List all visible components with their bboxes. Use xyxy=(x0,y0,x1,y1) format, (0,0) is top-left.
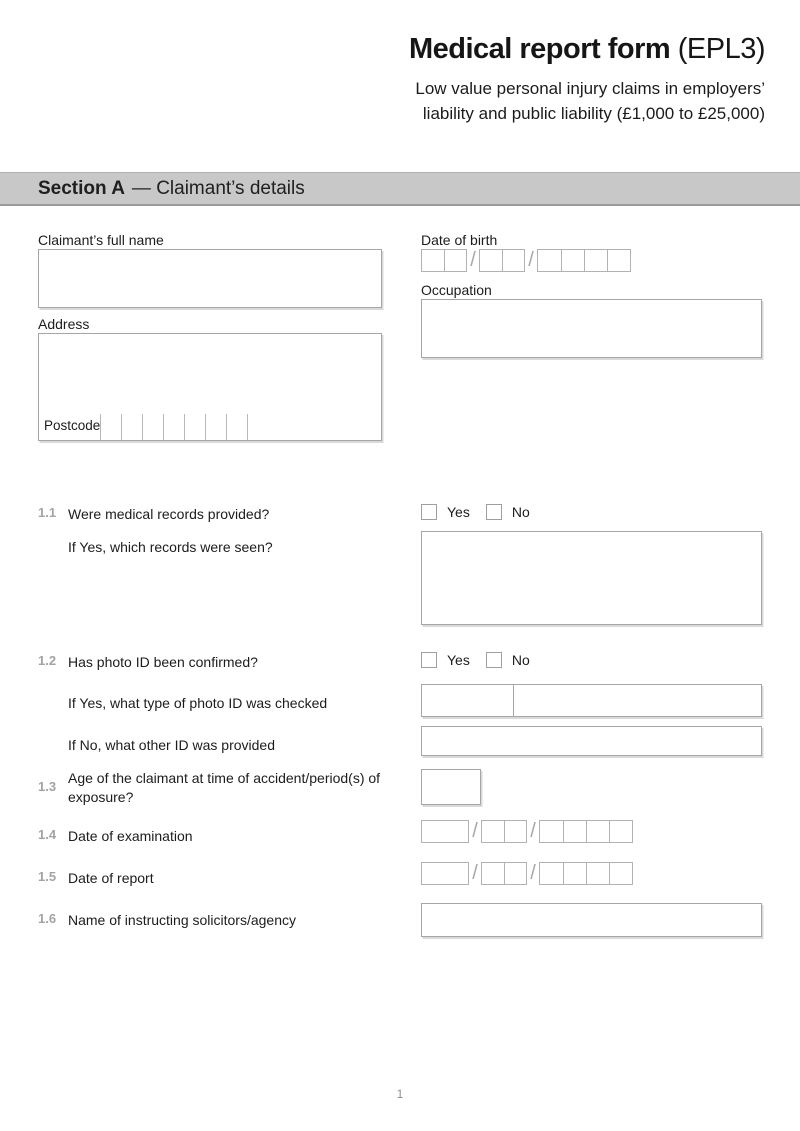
page-number: 1 xyxy=(396,1087,404,1101)
occupation-input[interactable] xyxy=(421,299,762,358)
section-a-header-bar xyxy=(0,172,800,206)
date-slash: / xyxy=(470,249,476,271)
q11-question: Were medical records provided? xyxy=(68,506,270,522)
date-slash: / xyxy=(472,820,478,842)
report-date-input-group[interactable] xyxy=(421,862,633,885)
form-header xyxy=(409,33,765,126)
q12-question: Has photo ID been confirmed? xyxy=(68,654,258,670)
date-slash: / xyxy=(530,820,536,842)
q12-other-id-input[interactable] xyxy=(421,726,762,756)
q12-photo-id-type-input[interactable] xyxy=(421,684,762,717)
date-slash: / xyxy=(530,862,536,884)
q13-question: Age of the claimant at time of accident/period(s) of exposure? xyxy=(68,770,381,805)
exam-year-box[interactable] xyxy=(539,820,633,843)
q12-yes-checkbox[interactable] xyxy=(421,652,437,668)
date-slash: / xyxy=(472,862,478,884)
address-label: Address xyxy=(38,316,90,332)
q15-number: 1.5 xyxy=(38,869,57,884)
postcode-input[interactable] xyxy=(100,414,268,440)
exam-day-box[interactable] xyxy=(421,820,469,843)
q13-age-input[interactable] xyxy=(421,769,481,805)
claimant-name-input[interactable] xyxy=(38,249,382,308)
exam-month-box[interactable] xyxy=(481,820,527,843)
q11-no-label: No xyxy=(511,503,530,520)
q16-question: Name of instructing solicitors/agency xyxy=(68,912,296,928)
address-input[interactable] xyxy=(38,333,382,441)
q11-number: 1.1 xyxy=(38,505,57,520)
q12-yes-label: Yes xyxy=(447,651,470,668)
report-day-box[interactable] xyxy=(421,862,469,885)
form-title-code: (EPL3) xyxy=(677,33,765,65)
form-subtitle xyxy=(409,76,765,126)
dob-year-box[interactable] xyxy=(537,249,631,272)
occupation-label: Occupation xyxy=(421,282,492,298)
section-a-label: Section A xyxy=(38,178,125,199)
q13-number: 1.3 xyxy=(38,779,57,794)
q11-yes-no-row xyxy=(421,503,530,520)
q12-sub-no-question: If No, what other ID was provided xyxy=(68,737,275,753)
q15-question: Date of report xyxy=(68,870,154,886)
q14-number: 1.4 xyxy=(38,827,57,842)
postcode-label: Postcode xyxy=(44,418,101,433)
dob-day-box[interactable] xyxy=(421,249,467,272)
form-subtitle-line1: Low value personal injury claims in employers’ xyxy=(415,79,765,98)
section-a-title: — Claimant’s details xyxy=(131,178,305,199)
photo-id-box-divider xyxy=(513,685,514,716)
form-title xyxy=(409,33,765,66)
report-year-box[interactable] xyxy=(539,862,633,885)
q16-number: 1.6 xyxy=(38,911,57,926)
q11-no-checkbox[interactable] xyxy=(486,504,502,520)
examination-date-input-group[interactable] xyxy=(421,820,633,843)
q12-number: 1.2 xyxy=(38,653,57,668)
dob-input-group[interactable] xyxy=(421,249,631,272)
dob-month-box[interactable] xyxy=(479,249,525,272)
q11-records-seen-input[interactable] xyxy=(421,531,762,625)
q14-question: Date of examination xyxy=(68,828,193,844)
q12-yes-no-row xyxy=(421,651,530,668)
form-title-main: Medical report form xyxy=(408,33,671,65)
form-subtitle-line2: liability and public liability (£1,000 to £25,000) xyxy=(422,104,765,123)
q11-sub-question: If Yes, which records were seen? xyxy=(68,539,273,555)
dob-label: Date of birth xyxy=(421,232,498,248)
q12-no-label: No xyxy=(511,651,530,668)
q12-no-checkbox[interactable] xyxy=(486,652,502,668)
report-month-box[interactable] xyxy=(481,862,527,885)
claimant-name-label: Claimant’s full name xyxy=(38,232,164,248)
date-slash: / xyxy=(528,249,534,271)
q11-yes-label: Yes xyxy=(447,503,470,520)
q12-sub-yes-question: If Yes, what type of photo ID was checked xyxy=(68,695,328,711)
q16-solicitors-input[interactable] xyxy=(421,903,762,937)
q11-yes-checkbox[interactable] xyxy=(421,504,437,520)
